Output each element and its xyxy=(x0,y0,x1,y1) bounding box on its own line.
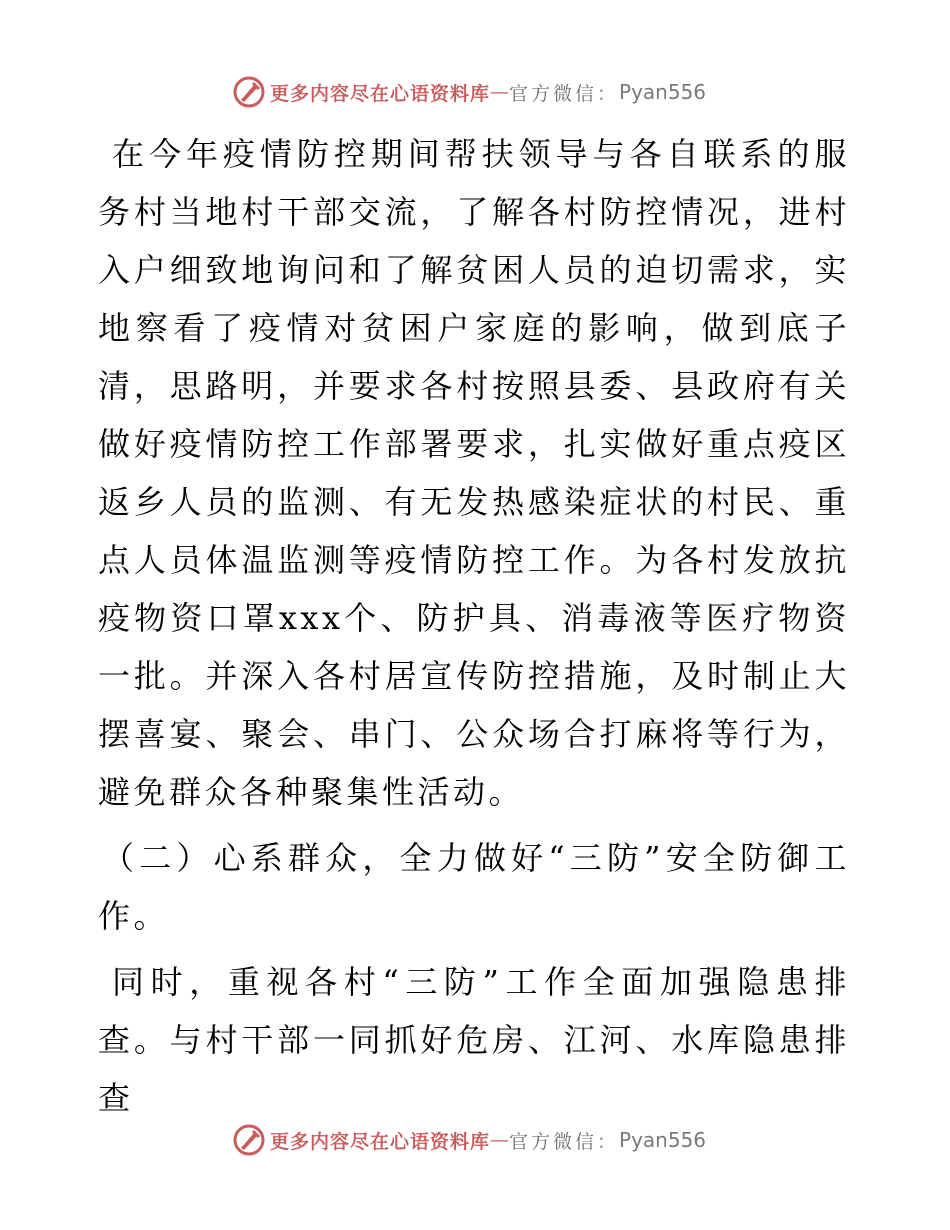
paragraph-hazard-inspection: 同时，重视各村“三防”工作全面加强隐患排查。与村干部一同抓好危房、江河、水库隐患排查 xyxy=(98,963,850,1117)
watermark-brand: 更多内容尽在心语资料库 xyxy=(270,1130,491,1153)
paragraph-epidemic-control: 在今年疫情防控期间帮扶领导与各自联系的服务村当地村干部交流，了解各村防控情况，进村入户细致地询问和了解贫困人员的迫切需求，实地察看了疫情对贫困户家庭的影响，做到底子清，思路明，并要求各村按照县委、县政府有关做好疫情防控工作部署要求，扎实做好重点疫区返乡人员的监测、有无发热感染症状的村民、重点人员体温监测等疫情防控工作。为各村发放抗疫物资口罩xxx个、防护具、消毒液等医疗物资一批。并深入各村居宣传防控措施，及时制止大摆喜宴、聚会、串门、公众场合打麻将等行为，避免群众各种聚集性活动。 xyxy=(98,135,850,811)
footer-watermark xyxy=(232,1123,706,1157)
watermark-wechat-id: Pyan556 xyxy=(619,80,707,104)
watermark-label: 官方微信： xyxy=(509,82,620,105)
watermark-wechat-id: Pyan556 xyxy=(619,1128,707,1152)
watermark-label: 官方微信： xyxy=(509,1130,620,1153)
watermark-brand: 更多内容尽在心语资料库 xyxy=(270,82,491,105)
pen-circle-logo-icon xyxy=(232,1123,266,1157)
section-heading-three-defenses: （二）心系群众，全力做好“三防”安全防御工作。 xyxy=(98,839,850,935)
watermark-dash: — xyxy=(490,1129,510,1151)
pen-circle-logo-icon xyxy=(232,75,266,109)
document-body xyxy=(98,125,850,1127)
watermark-dash: — xyxy=(490,81,510,103)
header-watermark xyxy=(232,75,706,109)
